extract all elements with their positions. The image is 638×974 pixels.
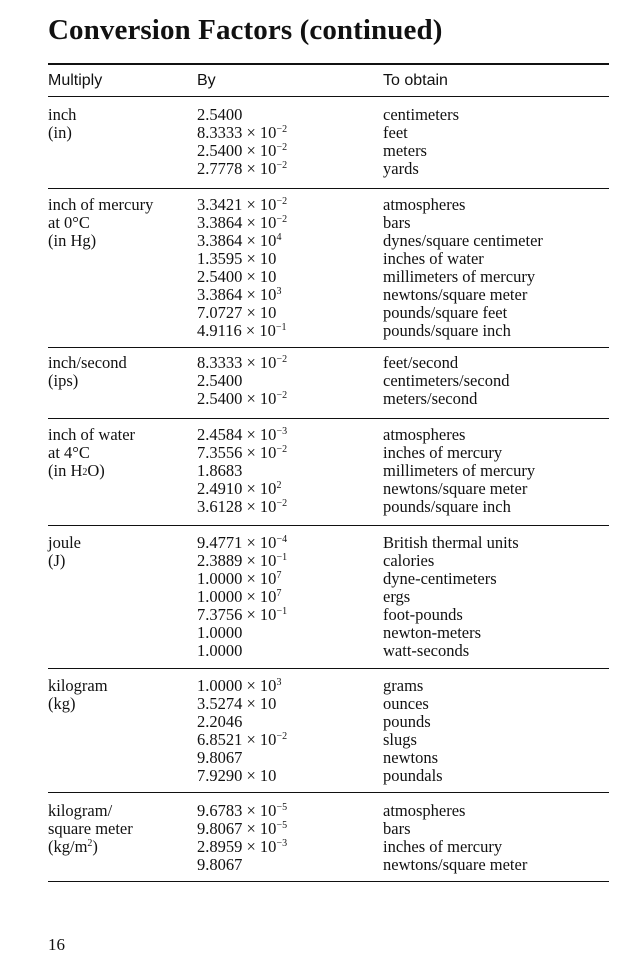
factor-value: $2.5400 \times 10^{-2}$ — [197, 389, 288, 408]
multiply-label: kilogram/ — [48, 801, 113, 820]
exponent: −2 — [276, 390, 288, 401]
target-unit: dynes/square centimeter — [383, 231, 543, 250]
target-unit: grams — [383, 676, 424, 695]
target-unit: newtons/square meter — [383, 285, 528, 304]
target-unit: feet/second — [383, 353, 459, 372]
factor-value: $2.7778 \times 10^{-2}$ — [197, 159, 288, 178]
factor-value: 7.0727 × 10 — [197, 303, 277, 322]
exponent: −2 — [276, 160, 288, 171]
target-unit: feet — [383, 123, 408, 142]
exponent: −4 — [276, 534, 288, 545]
target-unit: bars — [383, 213, 411, 232]
factor-value: 2.5400 — [197, 371, 243, 390]
subscript: 2 — [82, 467, 88, 478]
factor-value: $7.3756 \times 10^{-1}$ — [197, 605, 288, 624]
exponent: −5 — [276, 820, 288, 831]
target-unit: newtons/square meter — [383, 479, 528, 498]
target-unit: atmospheres — [383, 801, 466, 820]
factor-value: $8.3333 \times 10^{-2}$ — [197, 353, 288, 372]
factor-value: $3.6128 \times 10^{-2}$ — [197, 497, 288, 516]
factor-value: $1.0000 \times 10^7$ — [197, 569, 282, 588]
target-unit: inches of mercury — [383, 837, 503, 856]
factor-value: $2.4584 \times 10^{-3}$ — [197, 425, 288, 444]
target-unit: slugs — [383, 730, 417, 749]
multiply-label: joule — [48, 533, 81, 552]
factor-value: 9.8067 — [197, 855, 243, 874]
factor-value: $4.9116 \times 10^{-1}$ — [197, 321, 287, 340]
factor-value: $9.8067 \times 10^{-5}$ — [197, 819, 288, 838]
target-unit: meters/second — [383, 389, 478, 408]
target-unit: British thermal units — [383, 533, 519, 552]
factor-value: 1.3595 × 10 — [197, 249, 277, 268]
multiply-label: (J) — [48, 551, 66, 570]
factor-value: $1.0000 \times 10^3$ — [197, 676, 282, 695]
multiply-label: (ips) — [48, 371, 79, 390]
section-rule — [48, 792, 609, 793]
factor-value: $3.3864 \times 10^3$ — [197, 285, 282, 304]
factor-value: $6.8521 \times 10^{-2}$ — [197, 730, 288, 749]
factor-value: 3.5274 × 10 — [197, 694, 277, 713]
exponent: −2 — [276, 444, 288, 455]
target-unit: dyne-centimeters — [383, 569, 497, 588]
target-unit: watt-seconds — [383, 641, 470, 660]
target-unit: millimeters of mercury — [383, 267, 536, 286]
multiply-label: inch of mercury — [48, 195, 154, 214]
factor-value: $3.3421 \times 10^{-2}$ — [197, 195, 288, 214]
factor-value: $9.6783 \times 10^{-5}$ — [197, 801, 288, 820]
exponent: −1 — [276, 606, 288, 617]
target-unit: atmospheres — [383, 425, 466, 444]
target-unit: pounds/square inch — [383, 321, 511, 340]
factor-value: 9.8067 — [197, 748, 243, 767]
target-unit: centimeters/second — [383, 371, 510, 390]
factor-value: 2.2046 — [197, 712, 243, 731]
target-unit: yards — [383, 159, 419, 178]
section-rule — [48, 188, 609, 189]
target-unit: ounces — [383, 694, 429, 713]
exponent: −2 — [276, 731, 288, 742]
exponent: −2 — [276, 498, 288, 509]
header-rule — [48, 96, 609, 97]
target-unit: pounds — [383, 712, 431, 731]
target-unit: meters — [383, 141, 427, 160]
multiply-label: $(kg/m^2)$ — [48, 837, 98, 856]
target-unit: centimeters — [383, 105, 460, 124]
multiply-label: inch — [48, 105, 77, 124]
factor-value: $2.4910 \times 10^2$ — [197, 479, 282, 498]
exponent: −2 — [276, 142, 288, 153]
page-title: Conversion Factors (continued) — [48, 14, 443, 46]
exponent: −5 — [276, 802, 288, 813]
exponent: −3 — [276, 426, 288, 437]
exponent: −1 — [275, 322, 287, 333]
factor-value: $2.5400 \times 10^{-2}$ — [197, 141, 288, 160]
target-unit: newtons/square meter — [383, 855, 528, 874]
factor-value: $2.3889 \times 10^{-1}$ — [197, 551, 288, 570]
factor-value: 2.5400 — [197, 105, 243, 124]
multiply-label: at 0°C — [48, 213, 90, 232]
factor-value: $7.3556 \times 10^{-2}$ — [197, 443, 288, 462]
factor-value: 7.9290 × 10 — [197, 766, 277, 785]
multiply-label: (in) — [48, 123, 72, 142]
section-rule — [48, 418, 609, 419]
factor-value: $1.0000 \times 10^7$ — [197, 587, 282, 606]
target-unit: calories — [383, 551, 435, 570]
target-unit: ergs — [383, 587, 411, 606]
multiply-label: inch/second — [48, 353, 127, 372]
superscript: 2 — [87, 838, 93, 849]
exponent: −2 — [276, 214, 288, 225]
factor-value: 1.0000 — [197, 623, 243, 642]
section-rule — [48, 881, 609, 882]
header-to-obtain: To obtain — [383, 72, 448, 89]
factor-value: $3.3864 \times 10^4$ — [197, 231, 282, 250]
factor-value: 2.5400 × 10 — [197, 267, 277, 286]
exponent: 4 — [276, 232, 282, 243]
target-unit: inches of mercury — [383, 443, 503, 462]
target-unit: foot-pounds — [383, 605, 463, 624]
target-unit: poundals — [383, 766, 443, 785]
exponent: −2 — [276, 354, 288, 365]
exponent: 3 — [276, 677, 282, 688]
target-unit: atmospheres — [383, 195, 466, 214]
factor-value: $9.4771 \times 10^{-4}$ — [197, 533, 288, 552]
target-unit: bars — [383, 819, 411, 838]
target-unit: inches of water — [383, 249, 484, 268]
target-unit: pounds/square inch — [383, 497, 511, 516]
multiply-label: (in H2O) — [48, 461, 105, 480]
factor-value: 1.0000 — [197, 641, 243, 660]
multiply-label: at 4°C — [48, 443, 90, 462]
exponent: −2 — [276, 196, 288, 207]
exponent: 7 — [276, 588, 282, 599]
exponent: −1 — [276, 552, 288, 563]
factor-value: 1.8683 — [197, 461, 243, 480]
section-rule — [48, 525, 609, 526]
target-unit: newton-meters — [383, 623, 482, 642]
multiply-label: kilogram — [48, 676, 108, 695]
factor-value: $8.3333 \times 10^{-2}$ — [197, 123, 288, 142]
exponent: −3 — [276, 838, 288, 849]
exponent: 2 — [276, 480, 282, 491]
factor-value: $2.8959 \times 10^{-3}$ — [197, 837, 288, 856]
exponent: 7 — [276, 570, 282, 581]
page-number: 16 — [48, 935, 65, 954]
exponent: −2 — [276, 124, 288, 135]
header-multiply: Multiply — [48, 72, 103, 89]
target-unit: millimeters of mercury — [383, 461, 536, 480]
section-rule — [48, 668, 609, 669]
multiply-label: (in Hg) — [48, 231, 97, 250]
title-rule — [48, 63, 609, 65]
multiply-label: (kg) — [48, 694, 76, 713]
section-rule — [48, 347, 609, 348]
target-unit: newtons — [383, 748, 438, 767]
target-unit: pounds/square feet — [383, 303, 508, 322]
exponent: 3 — [276, 286, 282, 297]
multiply-label: square meter — [48, 819, 133, 838]
factor-value: $3.3864 \times 10^{-2}$ — [197, 213, 288, 232]
multiply-label: inch of water — [48, 425, 136, 444]
header-by: By — [197, 72, 216, 89]
